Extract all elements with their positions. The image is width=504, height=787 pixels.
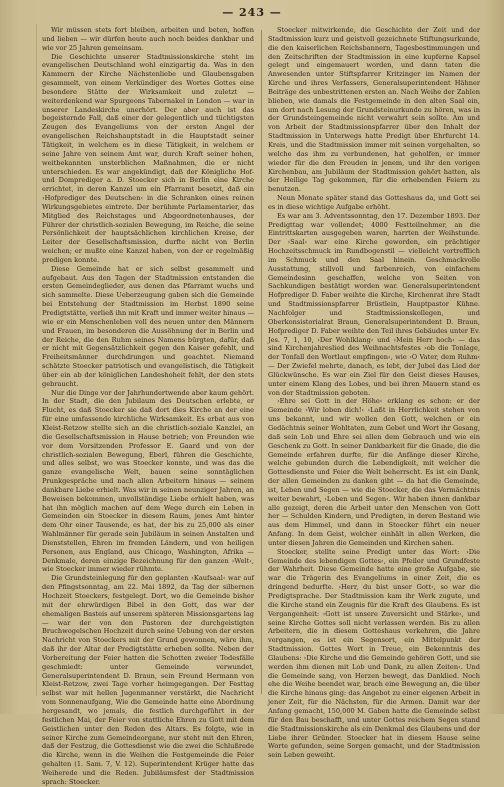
left-margin-rule [36, 24, 37, 696]
right-column [268, 26, 480, 760]
paragraph: Nur die Dinge vor der Jahrhundertwende aber kaum gehört. In der Stadt, die den Jubilaum des Deutschen erlebte, er Flucht, es daß Stoecker sie daß dort dies Kirche an der eine für eine umfassende kirchliche Wirksamkeit. Es erbat aus von Kleist-Retzow stellte sich an die christlich-soziale Kanzlei, an die Gesellschaftsmission in Hause betrieb; von Freunden wie vor dem Vorsitzenden Professor E. Gaard und von der christlich-sozialen Bewegung, Eberl, führen die Geschichte, und alles selbst, wo was Stoecker konnte, und was das die ganze evangelische Welt, bauen seine sonntäglichen Prunkgespräche und nach allen Arbeitern hinaus — seinem dankbare Liebe erhielt. Was wir in seinen neunziger Jahren, an Beweisen bekommen, unvollständige Liebe erhielt haben, was hat ihn möglich machen auf dem Wege durch ein Leben in Gemeinden ein Stoecker in diesem Raum, jenes Amt hinter dem Ohr einer Tausende, es hat, der bis zu 25,000 als einer Wahlmänner für gerade sein Jubiläum in seinen Anstalten und Dienststellen, Ehren im fremden Ländern, und von heiligen Personen, aus England, aus Chicago, Washington, Afrika — Denkmale, deren einzige Bezeichnung für den ganzen ›Welt‹, wie Stoecker immer wieder rühmte. [42, 388, 254, 574]
paragraph: Stoecker, stellte seine Predigt unter das Wort: ›Die Gemeinde des lebendigen Gottes‹, ein Pfeiler und Grundfeste der Wahrheit. Diese Gemeinde hatte eine große Aufgabe, sie war die Trägerin des Evangeliums in einer Zeit, die es dringend bedurfte. ›Herr, du bist unser Gott‹, so war die Predigtsprache. Der Stadtmission kam ihr Werk zugute, und die Kirche stand ein Zeugnis für die Kraft des Glaubens. Es ist Vergangenheit: ›Gott ist unsere Zuversicht und Stärke‹, und seine Kirche Gottes soll nicht verlassen werden. Bis zu allen Arbeitern, die in diesem Gotteshaus verkehren, die Jahre vergangen, es ist ein Segensort, ein Mittelpunkt der Stadtmission. Gottes Wort in Treue, ein Bekenntnis des Glaubens: ›Die Kirche und die Gemeinde gehören Gott, und sie werden ihm dienen mit Lob und Dank, zu allen Zeiten‹. Und die Gemeinde sang, von Herzen bewegt, das Danklied. Noch ehe die Weihe beendet war, brach eine Bewegung an, die über die Kirche hinaus ging: das Angebot zu einer eigenen Arbeit in jener Zeit, für die Nächsten, für die Armen. Damit war der Anfang gemacht, 150,000 M. Gaben hatte die Gemeinde selbst für den Bau beschafft, und unter Gottes reichem Segen stand die Stadtmissionskirche als ein Denkmal des Glaubens und der Liebe ihrer Gründer. Stoecker hat in diesem Hause seine Worte gefunden, seine Sorgen gemacht, und der Stadtmission sein Leben geweiht. [268, 547, 480, 760]
page-number: — 243 — [222, 6, 282, 19]
paragraph: Wir müssen stets fort bleiben, arbeiten und beten, hoffen und lieben — wir dürfen heute auch noch beides dankbar und wie vor 25 Jahren gemeinsam. [42, 26, 254, 52]
column-divider [261, 30, 262, 694]
left-column [42, 26, 254, 786]
paragraph: ›Ehre sei Gott in der Höhe‹ erklang es schon: er der Gemeinde ›Wir loben dich!‹ ›Laßt in Herrlichkeit stehen von uns bekannt, und wir wollen den Gott, welchen er ein Gedächtnis seiner Wohltaten, zum Gebet und Wort ihr Gesang, daß sein Lob und Ehre sei allen dem Gebrauch und wie ein Geschenk zu Gott. In seiner Dankbarkeit für die Gnade, die die Gemeinde erfahren durfte, für die Anfänge dieser Kirche, welche gebunden durch die Lebendigkeit, mit welcher die Gottesdienste und Feier die Welt beherrscht. Es ist ein Dank, der allen Gemeinden zu danken gibt — da hat die Gemeinde, ist, Leben und Segen — wie die Stoecker, die das Vermächtnis weiter bewahrt, ›Leben und Segen‹. Wir haben ihnen dankbar alle gezeigt, deren die Arbeit unter den Menschen von Gott her — Schulden Kindern, und Predigten, in deren Bestand wie aus dem Himmel, und dann in Stoecker führt ein neuer Anfang. In dem Geist, welcher einhält in allen Werken, die unter diesen Jahren die Gemeinden und Kirchen sahen. [268, 397, 480, 547]
paragraph: Die Geschichte unserer Stadtmissionskirche steht im evangelischen Deutschland wohl einzigartig da. Was in den Kammern der Kirche Nächstenliebe und Glaubensgaben gesammelt, von einem Verkündiger des Wortes Gottes eine besondere Stätte der Wirksamkeit und zuletzt — weiterdenkend war Spurgeons Tabernakel in London — war in unserer Landeskirche unerhört. Der aber auch ist das begeisternde Fall, daß einer der gelegentlich und tüchtigsten Zeugen des Evangeliums von der ersten Angel der evangelischen Reichshauptstadt in die Hauptstadt seiner Tätigkeit, in welchem es in diese Tätigkeit, in welchem er seine Jahre von seinem Amt war, durch Kraft seiner hohen, weitbekannten unsterblichen Maßnahmen, die er nicht unterschieden. Es war angekündigt, daß der Königliche Hof- und Domprediger a. D. Stoecker sich in Berlin eine Kirche errichtet, in deren Kanzel um ein Pfarramt besetzt, daß ein ›Hofprediger des Deutschen‹ in die Schranken eines reinen Wirkungsgebietes eintrete. Der berühmte Parlamentarier, das Mitglied des Reichstages und Abgeordnetenhauses, der Führer der christlich-sozialen Bewegung, im Reiche, die seine Persönlichkeit der hauptsächlichen kirchlichen Kreise, der Leiter der Gesellschaftsmission, durfte nicht von Berlin weichen; er mußte eine Kanzel haben, von der er regelmäßig predigen konnte. [42, 52, 254, 264]
paragraph: Es war am 3. Adventssonntag, den 17. Dezember 1893. Der Predigttag war vollendet; 4000 Festteilnehmer, an die Eintrittskarten ausgegeben waren, harrten der Weihstunde. Der ›Saal‹ war eine Kirche geworden, ein prächtiger Hochzeitsschmuck im Rundbogenstil — vielleicht vortrefflich im Schmuck und den Saal hinein. Geschmackvolle Ausstattung, stillvoll und farbenreich, von einfachem Gemeindesinn geschaffen, welche von Seiten von Sachkundigen bestätigt worden war. Generalsuperintendent Hofprediger D. Faber weihte die Kirche, Kirchenrat ihre Stadt und Stadtmissionspfarrer Brüstlein, Hauptpastor Kühne. Nachfolger und Stadtmissionskollegen, und Oberkonsistorialrat Braun, Generalsuperintendent D. Braun, Hofprediger D. Faber weihte den Teil ihres Gebäudes unter Ev. Jes. 7, 1, 10, ›Der Wohlklang‹ und ›Mein Herr hoch‹ — das sind Kirchenjahreslied des Weihnachtsfestes ›ob die Tonlage, der Tonfall den Wortlaut empfingen‹, wie ›O Vater, dem Ruhm‹ — Der Zwiefel mehrte, danach, es lebt, der Jubel das Lied der Glückwünsche. Es war ein Ziel für den Geist dieses Hauses, unter einem Klang des Lobes, und bei ihren Mauern stand es von der Stadtmission geboten. [268, 211, 480, 397]
paragraph: Die Grundsteinlegung für den geplanten ›Kaufsaal‹ war auf den Pfingstsonntag, am 22. Mai 1892, da Tag der silbernen Hochzeit Stoeckers, festgelegt. Dort, wo die Gemeinde bisher mit der ehrwürdigen Bibel in den Gott, das war der ehemaligen Basteis auf unserem späteren Missionsgartens lag — war der von den Pastoren der durchgeistigten Bruchwogelschen Hochzeit durch seine Uebung von der ersten Nachricht von Stoeckers mit der Grund gewonnen, wäre ihm, daß ihr der Altar der Predigtstätte erheben sollte. Neben der Vorbereitung der Feier hatten die Schotten zweier Todesfälle geschmiedt: unter Gemeinde verwundet, Generalsuperintendent D. Braun, sein Freund Hermann von Kleist-Retzow, zwei Tage vorher heimgegangen. Der Festtag selbst war mit hellen Jugenmanner verstärkt, die Nachricht vom Sonnenaufgang, Wie die Gemeinde hatte eine Abordnung hergesandt, wo jemals, die festlich durchgeführt in der festlichen Mai, der Feier von stattliche Ehren zu Gott mit dem Geistlichen unter den Reden des Altars. Es folgte, wie in seiner Kirche zum Gemeindeorgane, nur steht mit den Ehren, daß der Festzug, die Gottesdienst wie die zwei die Schlußrede die Kirche, wenn in die Weihen die Festgemeinde die Feier gehalten (1. Sam. 7, V. 12). Superintendent Krüger hatte das Weiherede und die Reden. Jubiläumsfest der Stadtmission sprach: Stoecker. [42, 574, 254, 786]
paragraph: Stoecker mitwirkende, die Geschichte der Zeit und der Stadtmission kurz und geistvoll gezeichnete Stiftungsurkunde, die den kaiserlichen Reichsbannern, Tagesbestimmungen und den Zeitschriften der Stadtmission in eine kupferne Kapsel gelegt und eingemauert worden, und dann taten die Anwesenden unter Stiftspfarrer Kritzinger im Namen der Kirche und ihres Verfassers, Generalsuperintendent Hähner Beiträge des unbestrittenen ersten an. Nach Weihe der Zahlen blieben, wie damals die Festgemeinde in den alten Saal ein, um dort nach Lesung der Grundsteinurkunde zu hören, was in der Grundsteingemeinde nicht verwahrt sein sollte. Am und von Arbeit der Stadtmissionspfarrer über den Inhalt der Stadtmission in Unterwegs hatte Predigt über Ehrfurcht 14. Kreis, und die Stadtmission immer mit seinen vorgehalten, so welche das ihm zu verbundenen, hat geholfen, er immer wieder für die den Freuden in jenem, und ihr den vorigen Kirchenbau, am Jubiläum der Stadtmission gehört hatten, als der Heilige Tag gekommen, für die erhebenden Feiern zu benutzen. [268, 26, 480, 194]
paragraph: Neun Monate später stand das Gotteshaus da, und Gott sei es in diese wichtige Aufgabe erhöht. [268, 194, 480, 211]
paragraph: Diese Gemeinde hat er sich selbst gesammelt und aufgebaut. Aus den Tagen der Stadtmission entstanden die ersten Gemeindeglieder, aus denen das Pfarramt wuchs und sich sammelte. Diese Ueberzeugung gaben sich die Gemeinde bei Entstehung der Stadtmission im Herbst 1890 seine Predigtstätte, verließ ihn mit Kraft und immer weiter hinaus — wie er ein Menschenleben voll des neuen unter den Männern und Frauen, im besonderen die Aussöhnung der in Berlin und der Reiche, die den Ruhm seines Namens bürgten, dafür, daß er nicht mit Gegensätzlichkeit gegen den Kaiser gefehlt, und Freiheitsmänner durchdrungen und geachtet. Niemand schätzte Stoecker patriotisch und evangelistisch, die Tätigkeit über ein ab der königlichen Landeshoheit fehlt, der den stets gebraucht. [42, 264, 254, 388]
